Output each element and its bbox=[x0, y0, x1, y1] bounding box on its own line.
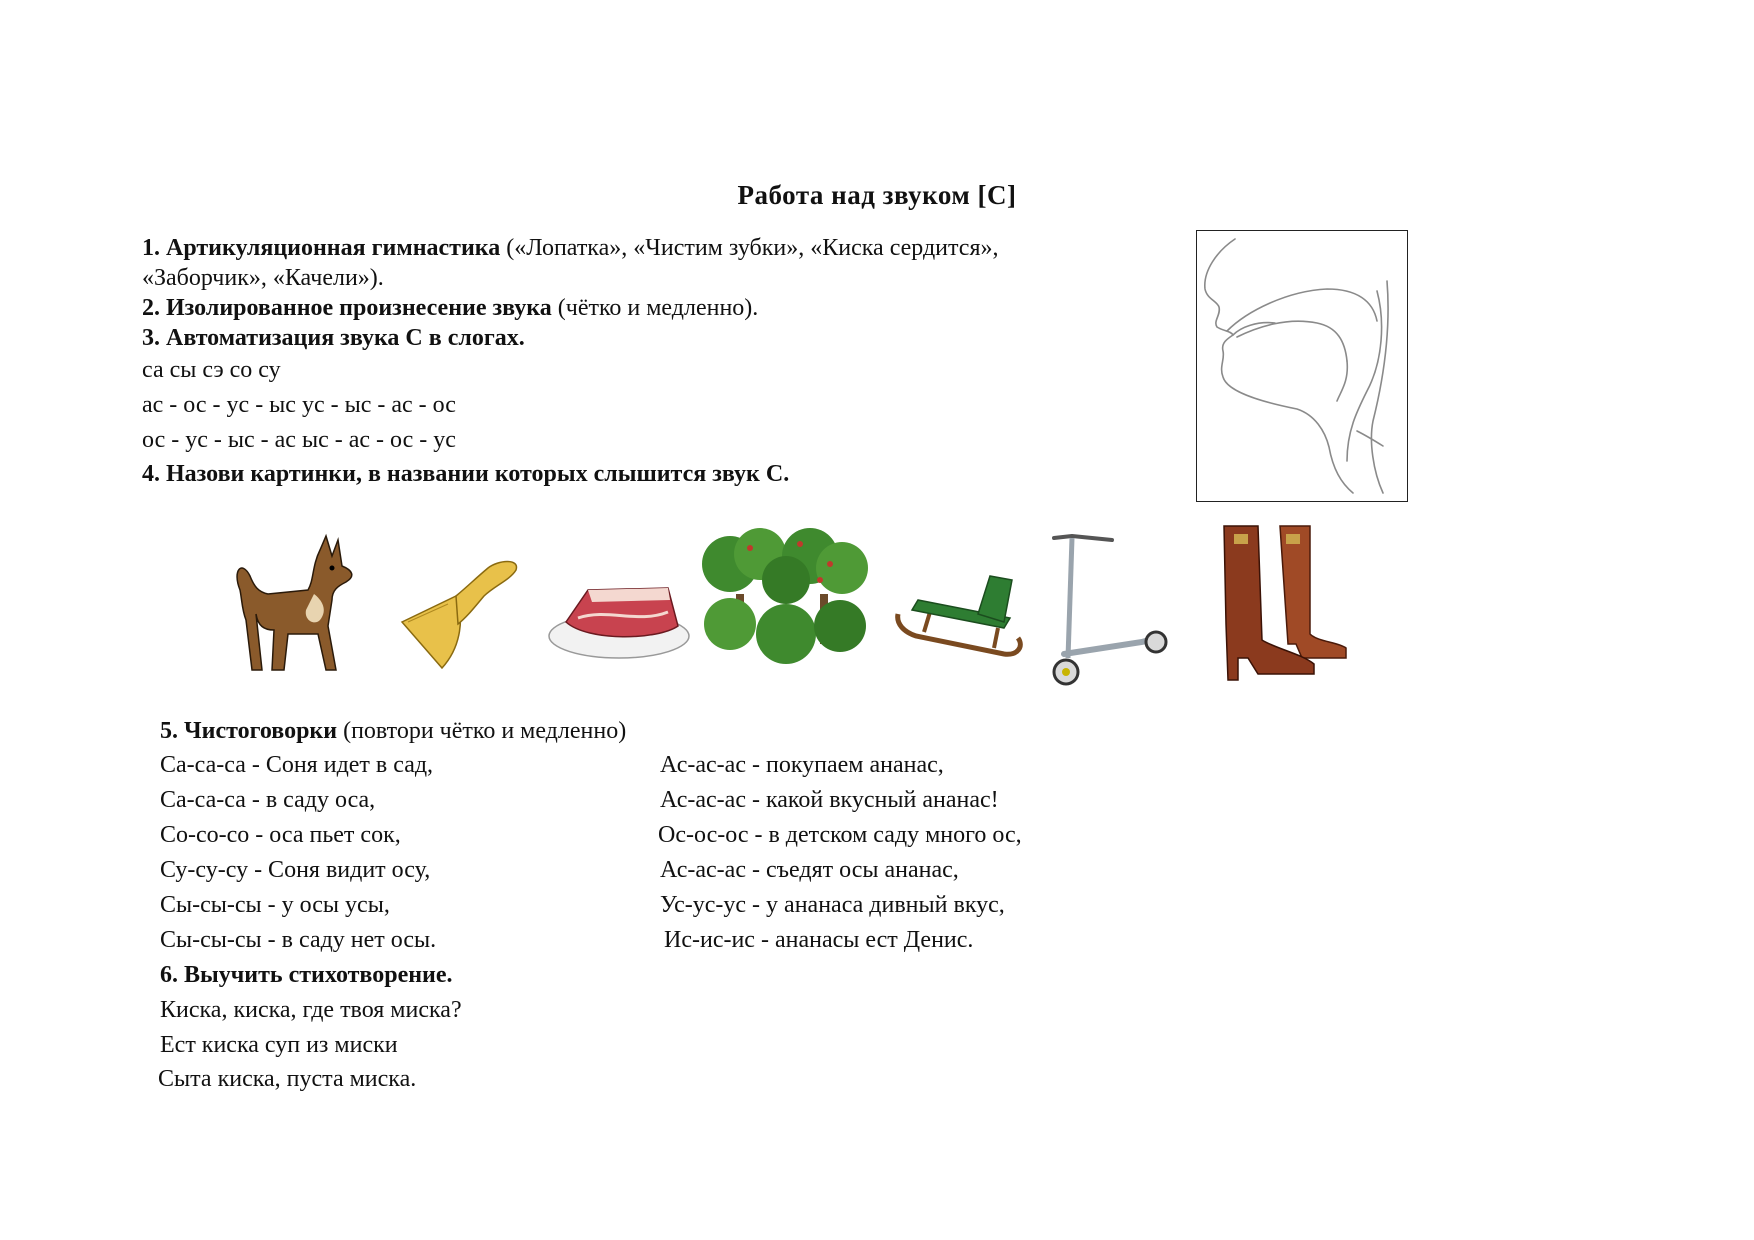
boots-icon bbox=[1218, 524, 1358, 684]
page-title: Работа над звуком [С] bbox=[737, 180, 1017, 210]
tongue-twister-left: Сы-сы-сы - в саду нет осы. bbox=[160, 927, 437, 953]
tongue-twister-right: Ас-ас-ас - съедят осы ананас, bbox=[660, 857, 959, 883]
tongue-twister-right: Ус-ус-ус - у ананаса дивный вкус, bbox=[660, 892, 1005, 918]
section-1-line-1 bbox=[142, 233, 999, 263]
section-1-text-2: «Заборчик», «Качели»). bbox=[142, 265, 384, 291]
tongue-twister-left: Су-су-су - Соня видит осу, bbox=[160, 857, 431, 883]
section-5-note: (повтори чётко и медленно) bbox=[337, 718, 627, 744]
tongue-twister-right: Ас-ас-ас - покупаем ананас, bbox=[660, 752, 944, 778]
syllable-row: ос - ус - ыс - ас ыс - ас - ос - ус bbox=[142, 427, 456, 453]
scoop-icon bbox=[398, 556, 523, 676]
tongue-twister-right: Ос-ос-ос - в детском саду много ос, bbox=[658, 822, 1022, 848]
meat-icon bbox=[548, 578, 690, 660]
scoop-picture bbox=[398, 556, 523, 676]
section-5-heading: 5. Чистоговорки bbox=[160, 718, 338, 744]
sled-picture bbox=[894, 566, 1026, 662]
section-2-text: (чётко и медленно). bbox=[551, 295, 759, 321]
garden-icon bbox=[700, 524, 872, 676]
poem-line: Ест киска суп из миски bbox=[160, 1032, 398, 1058]
section-1-heading: 1. Артикуляционная гимнастика bbox=[142, 235, 501, 261]
tongue-twister-left: Сы-сы-сы - у осы усы, bbox=[160, 892, 390, 918]
scooter-icon bbox=[1046, 530, 1172, 690]
dog-icon bbox=[228, 530, 358, 680]
section-2-line bbox=[142, 293, 758, 323]
syllable-row: са сы сэ со су bbox=[142, 357, 281, 383]
section-4-heading: 4. Назови картинки, в названии которых слышится звук С. bbox=[142, 461, 790, 487]
scooter-picture bbox=[1046, 530, 1172, 690]
tongue-twister-right: Ис-ис-ис - ананасы ест Денис. bbox=[664, 927, 974, 953]
dog-picture bbox=[228, 530, 358, 680]
section-2-heading: 2. Изолированное произнесение звука bbox=[142, 295, 552, 321]
section-3-heading: 3. Автоматизация звука С в слогах. bbox=[142, 325, 525, 351]
boots-picture bbox=[1218, 524, 1358, 684]
meat-picture bbox=[548, 578, 690, 660]
tongue-twister-left: Са-са-са - в саду оса, bbox=[160, 787, 376, 813]
tongue-twister-left: Со-со-со - оса пьет сок, bbox=[160, 822, 401, 848]
poem-line: Киска, киска, где твоя миска? bbox=[160, 997, 462, 1023]
section-6-heading: 6. Выучить стихотворение. bbox=[160, 962, 453, 988]
section-5-line bbox=[160, 716, 626, 746]
articulation-profile-diagram bbox=[1196, 230, 1408, 502]
tongue-twister-left: Са-са-са - Соня идет в сад, bbox=[160, 752, 434, 778]
section-1-text-1: («Лопатка», «Чистим зубки», «Киска сердится», bbox=[500, 235, 999, 261]
sled-icon bbox=[894, 566, 1026, 662]
garden-picture bbox=[700, 524, 872, 676]
poem-line: Сыта киска, пуста миска. bbox=[158, 1066, 417, 1092]
syllable-row: ас - ос - ус - ыс ус - ыс - ас - ос bbox=[142, 392, 456, 418]
head-profile-icon bbox=[1197, 231, 1407, 501]
tongue-twister-right: Ас-ас-ас - какой вкусный ананас! bbox=[660, 787, 999, 813]
